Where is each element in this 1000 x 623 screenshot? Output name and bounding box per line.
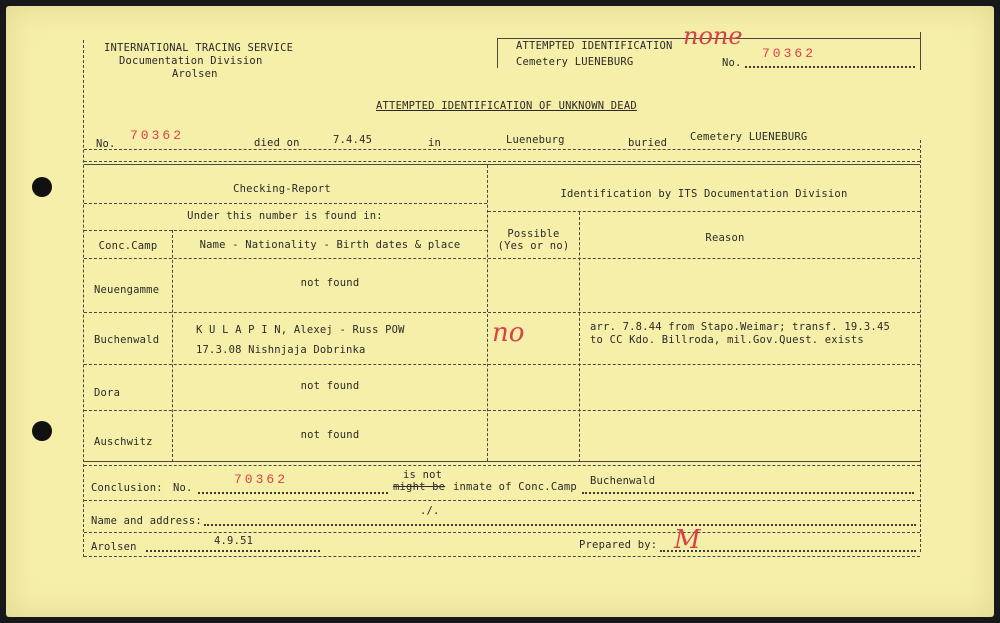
conclusion-no-label: No. <box>173 482 193 494</box>
table-row-camp: Neuengamme <box>94 284 160 296</box>
footer-place: Arolsen <box>91 541 137 553</box>
section-divider <box>487 165 488 461</box>
table-row-camp: Auschwitz <box>94 436 153 448</box>
col-header-possible: Possible <box>507 228 560 240</box>
form-title: ATTEMPTED IDENTIFICATION OF UNKNOWN DEAD <box>376 100 637 112</box>
handwritten-annotation: none <box>683 22 743 50</box>
name-address-rule <box>84 532 920 533</box>
col-header-reason: Reason <box>705 232 745 244</box>
footer-date: 4.9.51 <box>214 535 254 547</box>
table-row-name: not found <box>300 429 360 441</box>
died-date: 7.4.45 <box>333 134 373 146</box>
table-row-reason: arr. 7.8.44 from Stapo.Weimar; transf. 19.3.45 <box>590 321 890 333</box>
name-address-dots <box>204 524 916 526</box>
header-no-dots <box>745 66 915 68</box>
checking-report-title: Checking-Report <box>233 183 331 195</box>
conclusion-is-not: is not <box>403 469 443 481</box>
org-name: INTERNATIONAL TRACING SERVICE <box>104 42 294 54</box>
box-title: ATTEMPTED IDENTIFICATION <box>516 40 673 52</box>
left-margin-line <box>83 40 84 557</box>
table-row-name: not found <box>300 380 360 392</box>
org-location: Arolsen <box>172 68 218 80</box>
table-bottom-rule <box>84 461 920 462</box>
grid-line <box>84 203 487 204</box>
header-no-label: No. <box>722 57 742 69</box>
died-label: died on <box>254 137 300 149</box>
conclusion-camp: Buchenwald <box>590 475 656 487</box>
death-place: Lueneburg <box>506 134 565 146</box>
box-left-border <box>497 38 498 68</box>
table-row-birth: 17.3.08 Nishnjaja Dobrinka <box>196 344 366 356</box>
conclusion-inmate-text: inmate of Conc.Camp <box>453 481 577 493</box>
burial-place: Cemetery LUENEBURG <box>690 131 808 143</box>
right-margin-line <box>920 140 921 552</box>
col-header-possible-sub: (Yes or no) <box>497 240 570 252</box>
grid-line <box>84 312 920 313</box>
in-label: in <box>428 137 442 149</box>
conclusion-no-dots <box>198 492 388 494</box>
name-address-label: Name and address: <box>91 515 202 527</box>
table-row-name: K U L A P I N, Alexej - Russ POW <box>196 324 405 336</box>
header-no-value: 70362 <box>762 46 817 61</box>
table-bottom-rule-2 <box>84 465 920 466</box>
record-underline <box>84 149 920 150</box>
table-row-camp: Buchenwald <box>94 334 160 346</box>
grid-line <box>84 364 920 365</box>
buried-label: buried <box>628 137 668 149</box>
conclusion-rule <box>84 500 920 501</box>
conclusion-no-value: 70362 <box>234 472 289 487</box>
col-header-camp: Conc.Camp <box>98 240 158 252</box>
identification-title: Identification by ITS Documentation Division <box>560 188 848 200</box>
prepared-by-label: Prepared by: <box>579 539 658 551</box>
name-address-value: ./. <box>420 505 440 517</box>
table-top-rule <box>84 161 920 162</box>
conclusion-label: Conclusion: <box>91 482 163 494</box>
footer-rule <box>84 556 920 557</box>
checking-report-subtitle: Under this number is found in: <box>187 210 383 222</box>
conclusion-might-be: might be <box>393 481 446 493</box>
col-divider-possible <box>579 212 580 462</box>
footer-date-dots <box>146 550 320 552</box>
table-row-camp: Dora <box>94 387 121 399</box>
box-right-border <box>920 32 921 70</box>
grid-line <box>84 258 920 259</box>
prepared-by-initials: M <box>674 525 701 555</box>
table-row-possible: no <box>492 318 525 348</box>
record-no-label: No. <box>96 138 116 150</box>
col-divider-camp <box>172 230 173 462</box>
cemetery-label: Cemetery LUENEBURG <box>516 56 634 68</box>
grid-line <box>84 410 920 411</box>
table-top-rule-2 <box>84 164 920 165</box>
table-row-reason-2: to CC Kdo. Billroda, mil.Gov.Quest. exists <box>590 334 864 346</box>
record-no-value: 70362 <box>130 128 185 143</box>
org-division: Documentation Division <box>119 55 263 67</box>
punch-hole <box>32 177 52 197</box>
table-row-name: not found <box>300 277 360 289</box>
col-header-name: Name - Nationality - Birth dates & place <box>199 239 461 251</box>
grid-line <box>84 230 487 231</box>
conclusion-camp-dots <box>582 492 914 494</box>
grid-line <box>488 211 920 212</box>
punch-hole <box>32 421 52 441</box>
